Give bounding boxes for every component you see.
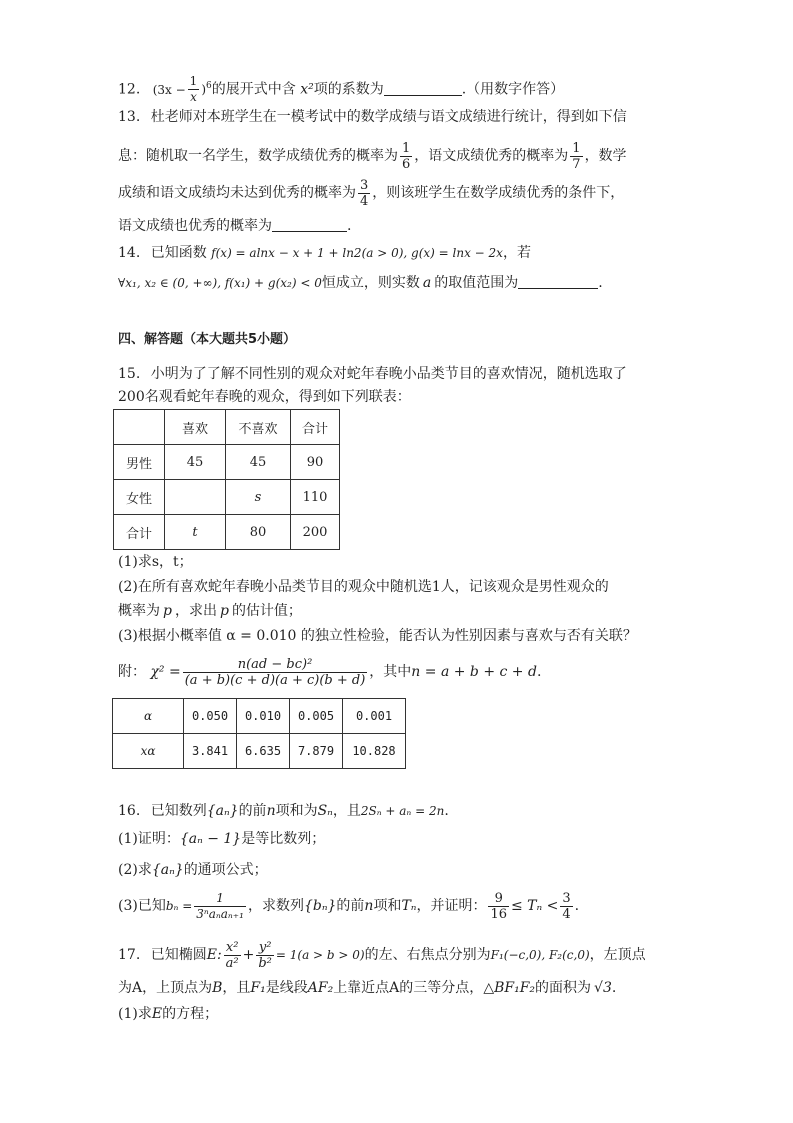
q16-part3	[118, 887, 579, 925]
q16-part2-expr: {aₙ}	[151, 862, 184, 878]
table-header-dislike: 不喜欢	[226, 410, 291, 445]
table-cell: 90	[291, 445, 340, 480]
q17-x-frac: $\frac{\text{x²}}{\text{a²}}$	[225, 939, 239, 971]
q17-part1	[118, 1004, 218, 1024]
q15-appendix	[118, 655, 541, 689]
table-cell: 0.010	[237, 699, 290, 734]
q17-part1-b: 的方程；	[162, 1006, 219, 1022]
q16-ineq-frac2: $\frac{3}{4}$	[562, 890, 571, 922]
n-end-dot: .	[536, 664, 542, 680]
q14-text-line2b: 恒成立，则实数	[321, 275, 420, 291]
table-cell: 0.005	[290, 699, 343, 734]
table-cell: 6.635	[237, 734, 290, 769]
q16-number: 16.	[118, 803, 141, 819]
q16-an: {aₙ}	[206, 803, 239, 819]
q16-bn-seq: {bₙ}	[303, 898, 337, 914]
q16-text-b: 的前	[238, 803, 267, 819]
q16-n-2: n	[364, 898, 374, 914]
q13-text-line2a: 息：随机取一名学生，数学成绩优秀的概率为	[118, 148, 398, 164]
table-header-like: 喜欢	[165, 410, 226, 445]
table-row	[113, 699, 406, 734]
q16-ineq-frac1: $\frac{9}{16}$	[490, 890, 507, 922]
q17-y-frac: $\frac{\text{y²}}{\text{b²}}$	[258, 939, 272, 971]
table-cell: 合计	[114, 515, 165, 550]
q17-area: √3	[594, 980, 612, 996]
table-cell: α	[113, 699, 184, 734]
q17-triangle: △BF₁F₂	[483, 980, 536, 996]
q16-bn-fraction: $\frac{1}{\text{3ⁿaₙaₙ₊₁}}$	[196, 890, 244, 921]
q17-text-a: 已知椭圆	[150, 947, 207, 963]
q17-B: B	[212, 980, 223, 996]
table-cell: 45	[226, 445, 291, 480]
q15-part2b-text-c: 的估计值；	[231, 603, 302, 619]
q17-foci: F₁(−c,0), F₂(c,0)	[490, 948, 590, 962]
q16-text-a: 已知数列	[150, 803, 207, 819]
q16-part3-a: (3)已知	[118, 898, 166, 914]
q14-text-line1a: 已知函数	[150, 245, 207, 261]
table-row	[114, 410, 340, 445]
q16-line1	[118, 801, 449, 821]
q16-text-c: 项和为	[275, 803, 318, 819]
q17-text-line2a: 为A，上顶点为	[118, 980, 213, 996]
appendix-label: 附：	[118, 664, 146, 680]
q13-line3	[118, 176, 624, 210]
q16-Tn: Tₙ	[401, 898, 417, 914]
table-cell: 0.001	[343, 699, 406, 734]
q17-line2	[118, 978, 616, 998]
q16-part1-expr: {aₙ − 1}	[179, 831, 242, 847]
q16-ineq-mid: ≤ Tₙ <	[511, 898, 559, 914]
q13-answer-blank[interactable]	[272, 217, 347, 232]
q15-text-line1: 小明为了了解不同性别的观众对蛇年春晚小品类节目的喜欢情况，随机选取了	[150, 366, 627, 382]
q15-part1: (1)求s，t；	[118, 554, 193, 570]
q17-text-c: ，左顶点	[589, 947, 646, 963]
q16-part3-e: ，并证明：	[416, 898, 487, 914]
q12-number: 12.	[118, 81, 141, 98]
critical-value-table	[112, 698, 406, 769]
q13-frac-1: $\frac{1}{6}$	[402, 140, 411, 172]
q12-answer-blank[interactable]	[384, 81, 462, 96]
table-cell: t	[165, 515, 226, 550]
q15-part2b	[118, 601, 302, 621]
section-heading: 四、解答题（本大题共5小题）	[118, 332, 297, 347]
table-cell: 女性	[114, 480, 165, 515]
q15-part3: (3)根据小概率值 α = 0.010 的独立性检验，能否认为性别因素与喜欢与否有关联？	[118, 628, 637, 644]
q13-line4	[118, 216, 351, 236]
q13-end-dot: .	[347, 218, 352, 234]
table-cell	[114, 410, 165, 445]
q12-line: 12. (3x − $\frac{1}{x}$ )$^6$的展开式中含 x²项的系数为 .（用数字作答）	[118, 74, 565, 104]
table-cell: 200	[291, 515, 340, 550]
q16-n: n	[266, 803, 276, 819]
q15-number: 15.	[118, 366, 141, 382]
q13-text-line2b: ，语文成绩优秀的概率为	[414, 148, 569, 164]
q16-relation: 2Sₙ + aₙ = 2n	[360, 804, 445, 818]
q16-part3-c: 的前	[336, 898, 365, 914]
q12-text-a: 的展开式中含	[211, 81, 296, 98]
q15-part2b-text-a: 概率为	[118, 603, 160, 619]
q16-Sn: Sₙ	[317, 803, 333, 819]
q13-text-line4: 语文成绩也优秀的概率为	[118, 218, 272, 234]
q17-E: E:	[206, 947, 222, 963]
q15-line1	[118, 364, 627, 384]
q14-line1	[118, 243, 531, 263]
table-header-total: 合计	[291, 410, 340, 445]
q16-end-dot: .	[444, 803, 449, 819]
q13-text-line2c: ，数学	[584, 148, 627, 164]
q14-condition-expr: ∀x₁, x₂ ∈ (0, +∞), f(x₁) + g(x₂) < 0	[118, 276, 322, 290]
q17-text-b: 的左、右焦点分别为	[364, 947, 491, 963]
q13-number: 13.	[118, 109, 141, 125]
q16-part1-b: 是等比数列；	[241, 831, 326, 847]
chi-square-fraction: $\frac{\text{n(ad − bc)²}}{(a + b)(c + d)(a + c)(b + d)}$	[184, 656, 366, 688]
q17-F1: F₁	[250, 980, 266, 996]
q14-text-line1b: ，若	[502, 245, 531, 261]
q12-text-c: .（用数字作答）	[461, 81, 565, 98]
q16-part3-b: ，求数列	[247, 898, 304, 914]
chi-square-lhs: χ² =	[150, 664, 181, 680]
q12-expr-prefix: (3x −	[152, 82, 186, 97]
q17-plus: +	[242, 947, 255, 963]
table-cell: 110	[291, 480, 340, 515]
q16-part2-a: (2)求	[118, 862, 152, 878]
q13-frac-3: $\frac{3}{4}$	[360, 177, 369, 209]
table-cell: 3.841	[184, 734, 237, 769]
q17-text-line2c: 是线段	[265, 980, 308, 996]
q15-part2b-text-b: ，求出	[174, 603, 217, 619]
q15-p-var: p	[163, 603, 172, 619]
q15-p-var-2: p	[219, 603, 229, 619]
table-cell	[165, 480, 226, 515]
q16-part1-a: (1)证明：	[118, 831, 180, 847]
q17-number: 17.	[118, 947, 141, 963]
q12-exponent: 6	[206, 80, 212, 91]
table-cell: 7.879	[290, 734, 343, 769]
q17-part1-E: E	[151, 1006, 163, 1022]
q12-text-b: 项的系数为	[313, 81, 384, 98]
q17-eq: = 1(a > b > 0)	[275, 948, 365, 962]
table-row	[114, 480, 340, 515]
table-row	[114, 445, 340, 480]
q16-part3-d: 项和	[373, 898, 402, 914]
q17-text-line2b: ，且	[222, 980, 251, 996]
q14-line2	[118, 273, 603, 293]
q15-line2: 200名观看蛇年春晚的观众，得到如下列联表：	[118, 389, 411, 405]
q13-frac-2: $\frac{1}{7}$	[572, 140, 581, 172]
q14-text-line2c: 的取值范围为	[434, 275, 519, 291]
q14-number: 14.	[118, 245, 141, 261]
q14-end-dot: .	[598, 275, 603, 291]
q17-line1	[118, 936, 646, 974]
table-cell: 10.828	[343, 734, 406, 769]
q14-function-expr: f(x) = alnx − x + 1 + ln2(a > 0), g(x) = lnx − 2x	[211, 246, 503, 260]
q12-fraction: $\frac{1}{x}$	[189, 74, 198, 104]
table-row	[113, 734, 406, 769]
q13-line2	[118, 139, 627, 173]
q16-part2-b: 的通项公式；	[183, 862, 268, 878]
table-cell: xα	[113, 734, 184, 769]
q16-end-dot-2: .	[574, 898, 580, 914]
q15-part2a: (2)在所有喜欢蛇年春晚小品类节目的观众中随机选1人，记该观众是男性观众的	[118, 579, 609, 595]
q17-part1-a: (1)求	[118, 1006, 152, 1022]
q14-alpha: a	[422, 275, 432, 291]
q13-line1	[118, 107, 627, 127]
table-cell: 0.050	[184, 699, 237, 734]
q13-text-line3a: 成绩和语文成绩均未达到优秀的概率为	[118, 185, 356, 201]
q16-text-d: ，且	[332, 803, 361, 819]
table-cell: 45	[165, 445, 226, 480]
q13-text-line1: 杜老师对本班学生在一模考试中的数学成绩与语文成绩进行统计，得到如下信	[150, 109, 627, 125]
q12-term: x²	[300, 81, 314, 98]
n-expression: n = a + b + c + d	[411, 664, 537, 680]
q14-answer-blank[interactable]	[518, 274, 598, 289]
q17-text-line2d: 上靠近点A的三等分点，	[333, 980, 484, 996]
q16-bn-lhs: bₙ =	[165, 899, 193, 913]
table-cell: s	[226, 480, 291, 515]
contingency-table	[113, 409, 340, 550]
table-cell: 男性	[114, 445, 165, 480]
table-cell: 80	[226, 515, 291, 550]
q17-text-line2e: 的面积为	[535, 980, 592, 996]
q16-part2	[118, 860, 268, 880]
q17-end-dot: .	[611, 980, 617, 996]
q17-AF2: AF₂	[307, 980, 334, 996]
q16-part1	[118, 829, 325, 849]
where-text: ，其中	[369, 664, 412, 680]
table-row	[114, 515, 340, 550]
q13-text-line3b: ，则该班学生在数学成绩优秀的条件下，	[372, 185, 625, 201]
